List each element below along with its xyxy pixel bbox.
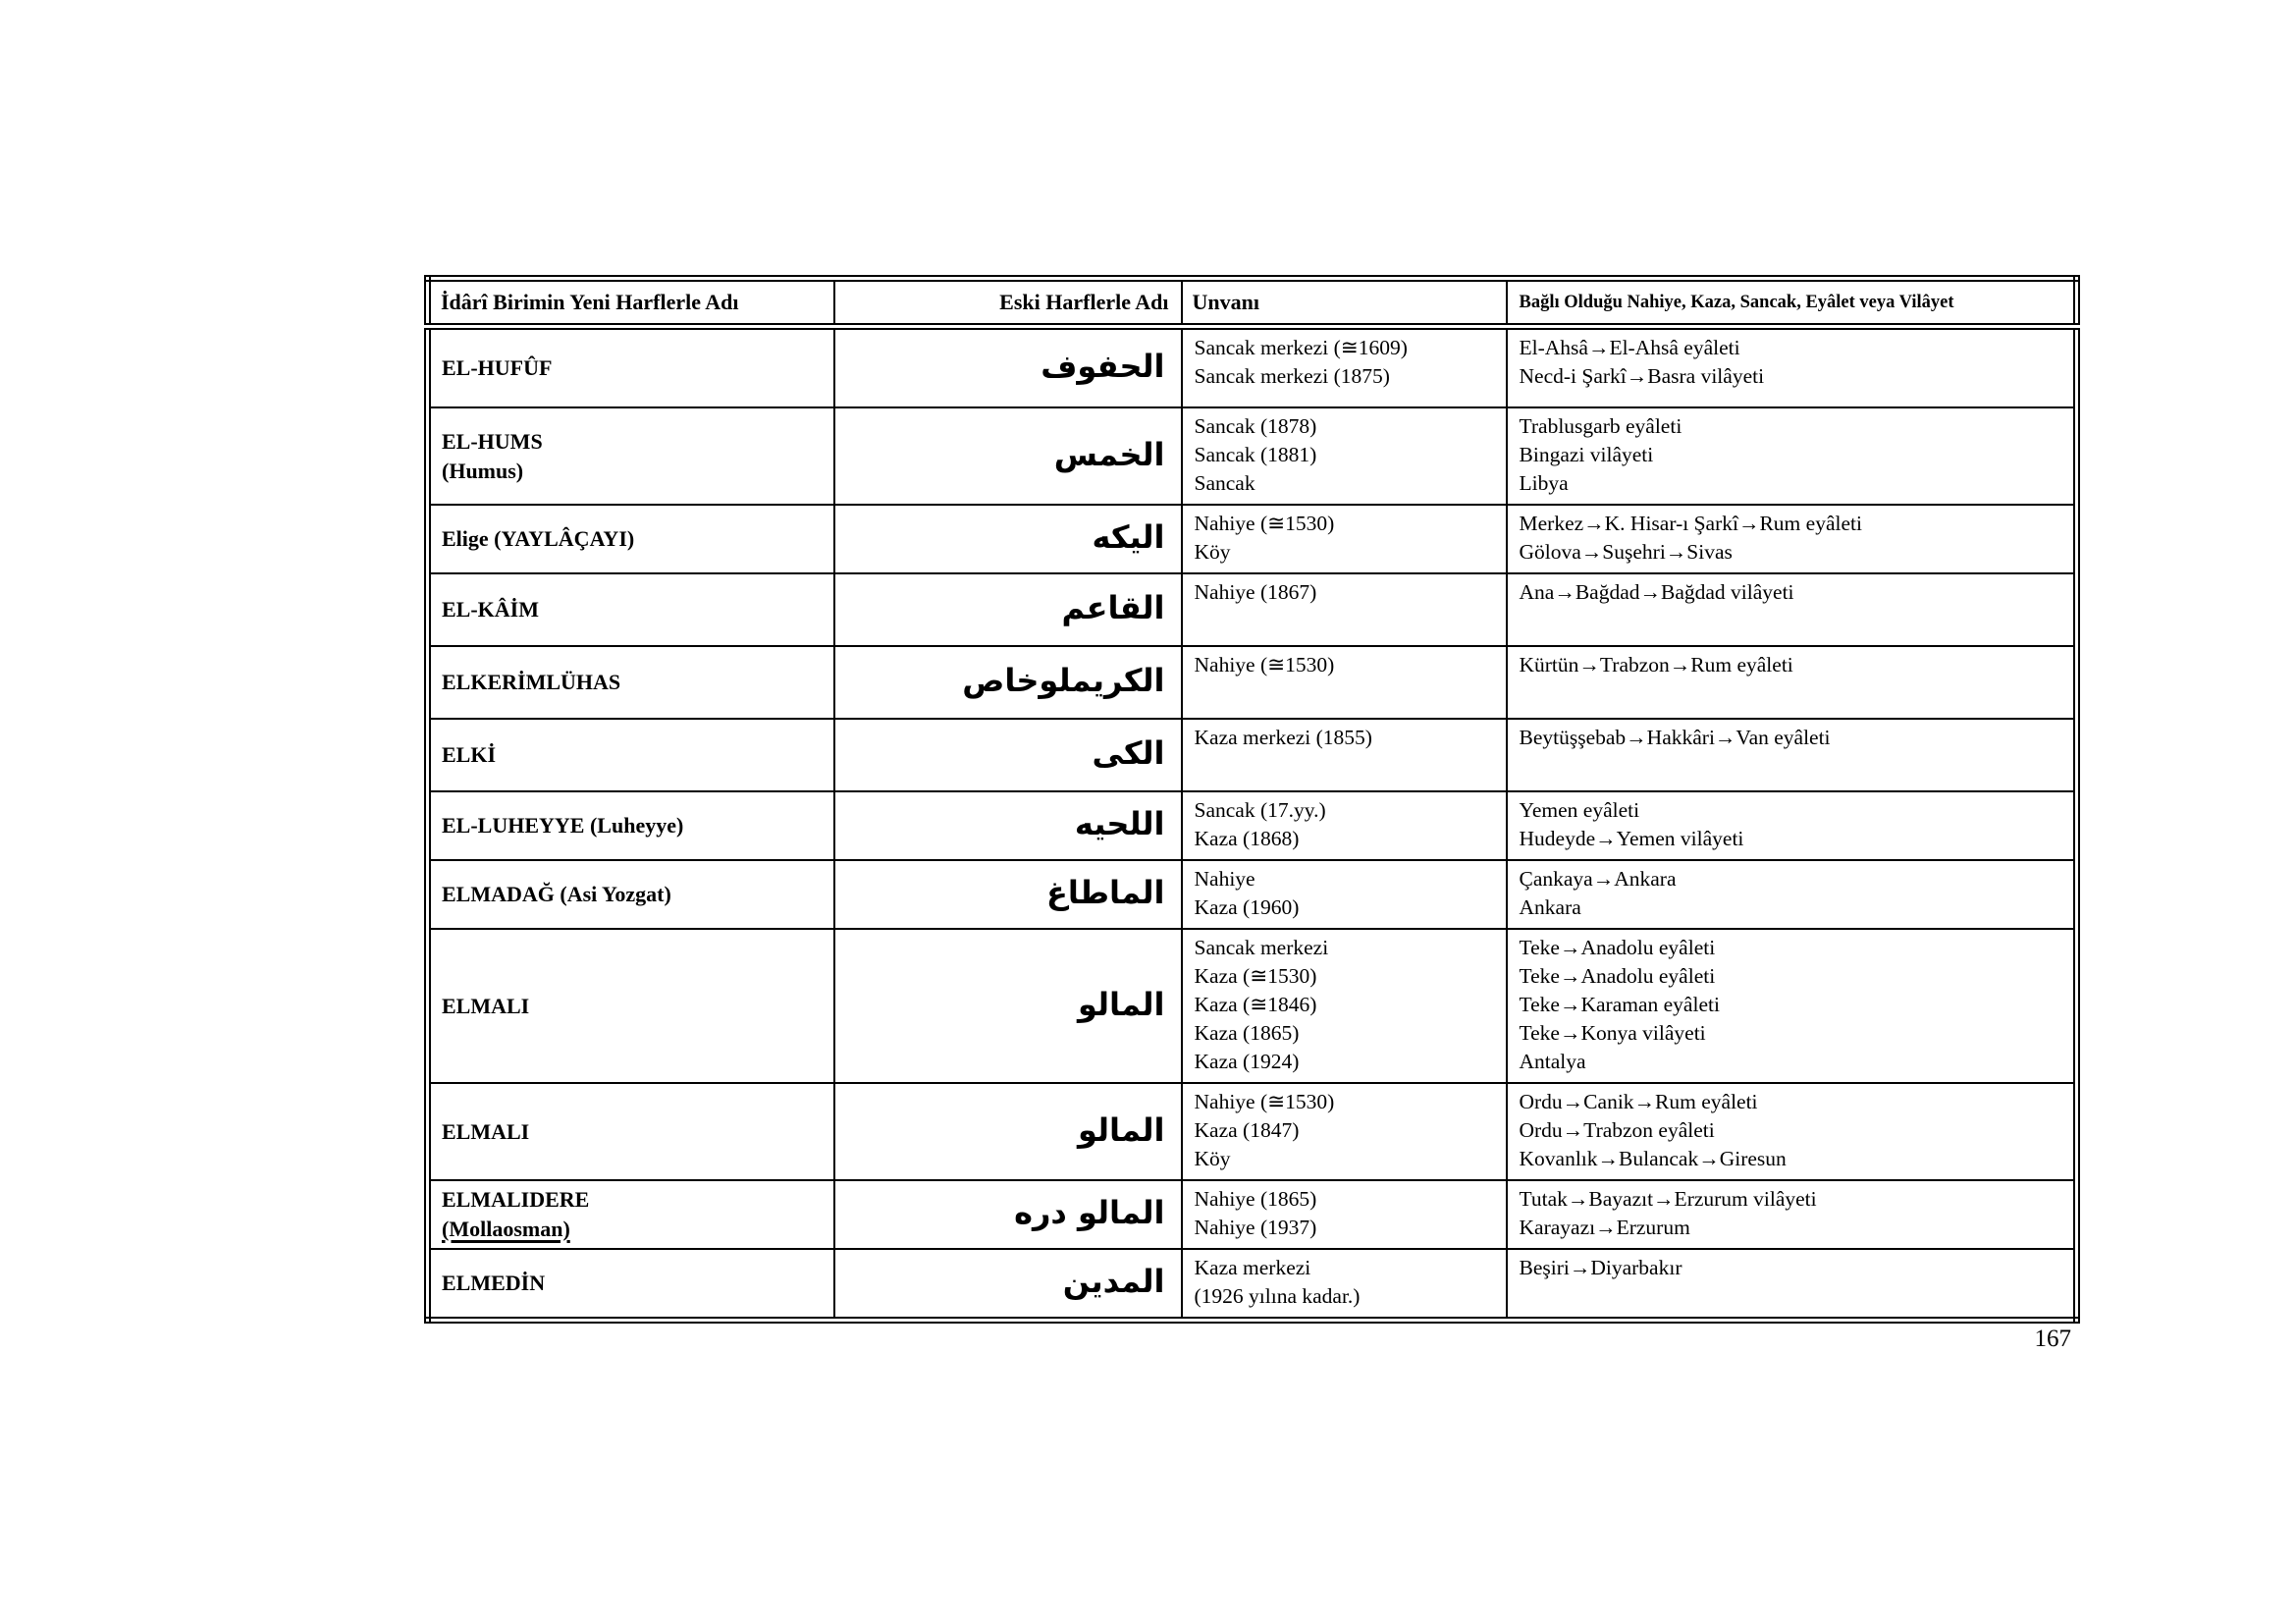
affiliation-cell xyxy=(1507,860,2077,929)
text-line: Ana→Bağdad→Bağdad vilâyeti xyxy=(1519,580,1794,604)
new-letters-name-cell xyxy=(428,791,834,860)
text-line: ELKERİMLÜHAS xyxy=(442,670,621,694)
header-affiliation: Bağlı Olduğu Nahiye, Kaza, Sancak, Eyâlet veya Vilâyet xyxy=(1507,279,2077,327)
affiliation-cell xyxy=(1507,929,2077,1083)
old-letters-name-cell: الخمس xyxy=(834,407,1182,505)
text-line: Kaza merkezi xyxy=(1194,1256,1311,1279)
text-line: Bingazi vilâyeti xyxy=(1519,443,1654,466)
text-line: Köy xyxy=(1194,540,1231,564)
old-letters-name-cell: الكريملوخاص xyxy=(834,646,1182,719)
admin-units-table xyxy=(424,275,2080,1324)
table-row xyxy=(428,1180,2077,1249)
text-line: ELMALI xyxy=(442,993,530,1018)
text-line: ELKİ xyxy=(442,742,497,767)
old-letters-name-cell: الكى xyxy=(834,719,1182,791)
table-row xyxy=(428,505,2077,573)
text-line: ELMEDİN xyxy=(442,1271,546,1295)
table-row xyxy=(428,1083,2077,1180)
old-letters-name-cell: الحفوف xyxy=(834,327,1182,408)
text-line: EL-HUMS xyxy=(442,428,543,454)
old-letters-name-cell: المالو xyxy=(834,929,1182,1083)
text-line: Beşiri→Diyarbakır xyxy=(1519,1256,1682,1279)
text-line: Nahiye (≅1530) xyxy=(1194,653,1335,677)
title-cell xyxy=(1182,929,1507,1083)
affiliation-cell xyxy=(1507,327,2077,408)
text-line: ELMADAĞ (Asi Yozgat) xyxy=(442,882,671,906)
text-line: Sancak (1881) xyxy=(1194,443,1317,466)
table-row xyxy=(428,646,2077,719)
new-letters-name-cell xyxy=(428,860,834,929)
text-line: El-Ahsâ→El-Ahsâ eyâleti xyxy=(1519,336,1740,359)
text-line: Teke→Konya vilâyeti xyxy=(1519,1021,1706,1045)
text-line: Teke→Anadolu eyâleti xyxy=(1519,964,1716,988)
text-line: EL-HUFÛF xyxy=(442,355,553,380)
text-line: Beytüşşebab→Hakkâri→Van eyâleti xyxy=(1519,726,1831,749)
text-line: Kaza (1865) xyxy=(1194,1021,1300,1045)
table-row xyxy=(428,860,2077,929)
text-line: Nahiye (≅1530) xyxy=(1194,1090,1335,1113)
title-cell xyxy=(1182,407,1507,505)
text-line: Ankara xyxy=(1519,895,1581,919)
new-letters-name-cell xyxy=(428,505,834,573)
text-line: (1926 yılına kadar.) xyxy=(1194,1284,1361,1308)
text-line: (Mollaosman) xyxy=(442,1217,570,1241)
text-line: Kaza (1924) xyxy=(1194,1050,1300,1073)
new-letters-name-cell xyxy=(428,327,834,408)
new-letters-name-cell xyxy=(428,407,834,505)
title-cell xyxy=(1182,1249,1507,1321)
text-line: Sancak (17.yy.) xyxy=(1194,798,1326,822)
text-line: Kaza (≅1530) xyxy=(1194,964,1317,988)
text-line: Nahiye xyxy=(1194,867,1255,891)
text-line: Antalya xyxy=(1519,1050,1586,1073)
text-line: Yemen eyâleti xyxy=(1519,798,1640,822)
text-line: Kaza (1868) xyxy=(1194,827,1300,850)
header-title: Unvanı xyxy=(1182,279,1507,327)
text-line: Kürtün→Trabzon→Rum eyâleti xyxy=(1519,653,1793,677)
text-line: Elige (YAYLÂÇAYI) xyxy=(442,526,635,551)
text-line: Nahiye (≅1530) xyxy=(1194,512,1335,535)
new-letters-name-cell xyxy=(428,719,834,791)
text-line: Kaza (≅1846) xyxy=(1194,993,1317,1016)
title-cell xyxy=(1182,646,1507,719)
text-line: Kaza merkezi (1855) xyxy=(1194,726,1372,749)
table-row xyxy=(428,1249,2077,1321)
text-line: EL-LUHEYYE (Luheyye) xyxy=(442,813,684,838)
title-cell xyxy=(1182,719,1507,791)
text-line: Teke→Anadolu eyâleti xyxy=(1519,936,1716,959)
text-line: Sancak xyxy=(1194,471,1255,495)
title-cell xyxy=(1182,1180,1507,1249)
title-cell xyxy=(1182,505,1507,573)
new-letters-name-cell xyxy=(428,646,834,719)
text-line: EL-KÂİM xyxy=(442,597,539,622)
text-line: Nahiye (1867) xyxy=(1194,580,1317,604)
old-letters-name-cell: اليكه xyxy=(834,505,1182,573)
header-old-letters-name: Eski Harflerle Adı xyxy=(834,279,1182,327)
text-line: Necd-i Şarkî→Basra vilâyeti xyxy=(1519,364,1765,388)
table-row xyxy=(428,791,2077,860)
table-row xyxy=(428,327,2077,408)
text-line: Sancak merkezi (≅1609) xyxy=(1194,336,1408,359)
title-cell xyxy=(1182,860,1507,929)
text-line: ELMALI xyxy=(442,1118,530,1144)
affiliation-cell xyxy=(1507,1180,2077,1249)
new-letters-name-cell xyxy=(428,1083,834,1180)
text-line: Nahiye (1937) xyxy=(1194,1216,1317,1239)
text-line: Köy xyxy=(1194,1147,1231,1170)
text-line: Hudeyde→Yemen vilâyeti xyxy=(1519,827,1744,850)
old-letters-name-cell: المالو دره xyxy=(834,1180,1182,1249)
table-row xyxy=(428,929,2077,1083)
text-line: Çankaya→Ankara xyxy=(1519,867,1677,891)
table-row xyxy=(428,573,2077,646)
table-row xyxy=(428,719,2077,791)
affiliation-cell xyxy=(1507,719,2077,791)
text-line: Trablusgarb eyâleti xyxy=(1519,414,1682,438)
text-line: Ordu→Trabzon eyâleti xyxy=(1519,1118,1715,1142)
text-line: Karayazı→Erzurum xyxy=(1519,1216,1690,1239)
table-header-row xyxy=(428,279,2077,327)
text-line: Nahiye (1865) xyxy=(1194,1187,1317,1211)
title-cell xyxy=(1182,573,1507,646)
old-letters-name-cell: المالو xyxy=(834,1083,1182,1180)
text-line: Gölova→Suşehri→Sivas xyxy=(1519,540,1733,564)
old-letters-name-cell: اللحيه xyxy=(834,791,1182,860)
text-line: Kaza (1847) xyxy=(1194,1118,1300,1142)
table-row xyxy=(428,407,2077,505)
title-cell xyxy=(1182,327,1507,408)
new-letters-name-cell xyxy=(428,1249,834,1321)
new-letters-name-cell xyxy=(428,573,834,646)
text-line: Merkez→K. Hisar-ı Şarkî→Rum eyâleti xyxy=(1519,512,1862,535)
text-line: (Humus) xyxy=(442,458,524,483)
affiliation-cell xyxy=(1507,407,2077,505)
title-cell xyxy=(1182,1083,1507,1180)
affiliation-cell xyxy=(1507,573,2077,646)
text-line: Tutak→Bayazıt→Erzurum vilâyeti xyxy=(1519,1187,1817,1211)
affiliation-cell xyxy=(1507,646,2077,719)
text-line: Kovanlık→Bulancak→Giresun xyxy=(1519,1147,1787,1170)
old-letters-name-cell: الماطاغ xyxy=(834,860,1182,929)
text-line: Sancak (1878) xyxy=(1194,414,1317,438)
text-line: ELMALIDERE xyxy=(442,1187,590,1212)
text-line: Libya xyxy=(1519,471,1569,495)
page-number: 167 xyxy=(2034,1326,2071,1352)
title-cell xyxy=(1182,791,1507,860)
new-letters-name-cell xyxy=(428,929,834,1083)
old-letters-name-cell: المدين xyxy=(834,1249,1182,1321)
old-letters-name-cell: القاعم xyxy=(834,573,1182,646)
new-letters-name-cell xyxy=(428,1180,834,1249)
text-line: Kaza (1960) xyxy=(1194,895,1300,919)
affiliation-cell xyxy=(1507,791,2077,860)
text-line: Sancak merkezi xyxy=(1194,936,1329,959)
text-line: Teke→Karaman eyâleti xyxy=(1519,993,1720,1016)
text-line: Sancak merkezi (1875) xyxy=(1194,364,1390,388)
affiliation-cell xyxy=(1507,1249,2077,1321)
affiliation-cell xyxy=(1507,1083,2077,1180)
affiliation-cell xyxy=(1507,505,2077,573)
text-line: Ordu→Canik→Rum eyâleti xyxy=(1519,1090,1758,1113)
header-new-letters-name: İdârî Birimin Yeni Harflerle Adı xyxy=(428,279,834,327)
